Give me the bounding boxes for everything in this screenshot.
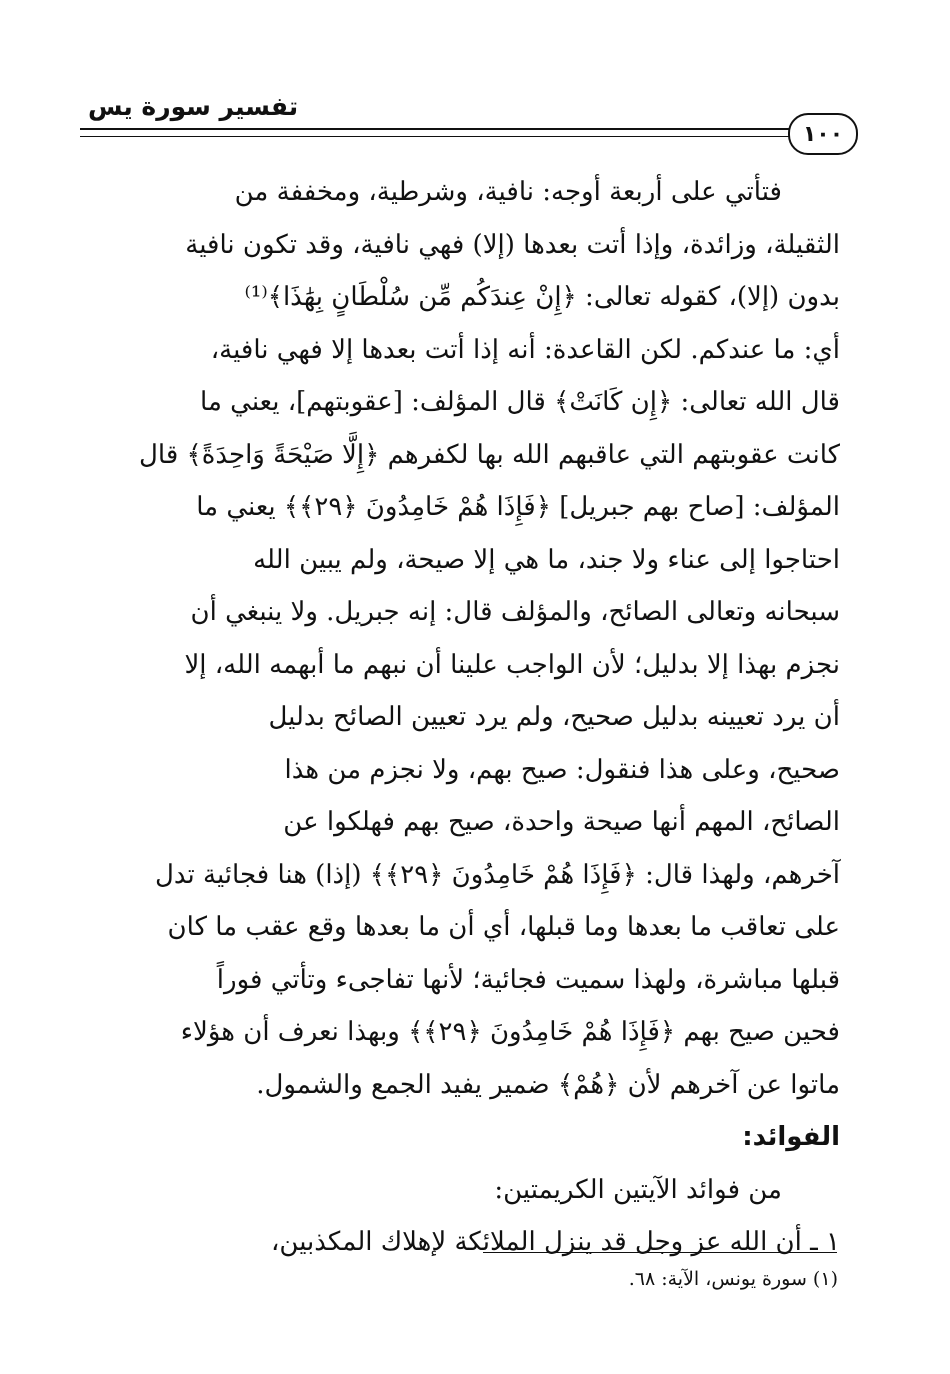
running-header-title: تفسير سورة يس [88,92,299,121]
body-paragraph-line: احتاجوا إلى عناء ولا جند، ما هي إلا صيحة، ولم يبين الله [253,544,840,575]
body-paragraph-line: الثقيلة، وزائدة، وإذا أتت بعدها (إلا) فهي نافية، وقد تكون نافية [185,229,840,260]
body-paragraph-line: نجزم بهذا إلا بدليل؛ لأن الواجب علينا أن نبهم ما أبهمه الله، إلا [184,649,840,680]
body-paragraph-line: المؤلف: [صاح بهم جبريل] ﴿فَإِذَا هُمْ خَامِدُونَ ﴿٢٩﴾﴾ يعني ما [196,492,840,522]
body-paragraph-line: كانت عقوبتهم التي عاقبهم الله بها لكفرهم ﴿إِلَّا صَيْحَةً وَاحِدَةً﴾ قال [139,439,840,470]
header-rule-thin [80,136,795,137]
body-paragraph-line: أن يرد تعيينه بدليل صحيح، ولم يرد تعيين الصائح بدليل [268,702,840,732]
body-paragraph-line: قبلها مباشرة، ولهذا سميت فجائية؛ لأنها تفاجىء وتأتي فوراً [216,964,840,995]
body-paragraph-line: ماتوا عن آخرهم لأن ﴿هُمْ﴾ ضمير يفيد الجمع والشمول. [256,1069,840,1100]
benefits-heading: الفوائد: [742,1122,840,1152]
body-paragraph-line: قال الله تعالى: ﴿إِن كَانَتْ﴾ قال المؤلف: [عقوبتهم]، يعني ما [200,387,840,417]
body-text [90,166,840,1269]
header-rule-thick [80,128,795,130]
body-paragraph-line: أي: ما عندكم. لكن القاعدة: أنه إذا أتت بعدها إلا فهي نافية، [210,334,840,365]
body-paragraph-line: على تعاقب ما بعدها وما قبلها، أي أن ما بعدها وقع عقب ما كان [167,912,840,942]
body-paragraph-line: الصائح، المهم أنها صيحة واحدة، صيح بهم فهلكوا عن [283,807,840,837]
body-paragraph-line: فتأتي على أربعة أوجه: نافية، وشرطية، ومخففة من [234,177,782,207]
benefits-intro: من فوائد الآيتين الكريمتين: [494,1174,782,1205]
body-paragraph-line: آخرهم، ولهذا قال: ﴿فَإِذَا هُمْ خَامِدُونَ ﴿٢٩﴾﴾ (إذا) هنا فجائية تدل [154,859,840,890]
body-paragraph-line: صحيح، وعلى هذا فنقول: صيح بهم، ولا نجزم من هذا [284,754,840,785]
body-paragraph-line: سبحانه وتعالى الصائح، والمؤلف قال: إنه جبريل. ولا ينبغي أن [190,597,840,627]
body-paragraph-line: بدون (إلا)، كقوله تعالى: ﴿إِنْ عِندَكُم مِّن سُلْطَانٍ بِهَٰذَا﴾⁽¹⁾ [244,282,840,312]
page-number-badge: ١٠٠ [788,113,858,155]
benefit-item-1: ١ ـ أن الله عز وجل قد ينزل الملائكة لإهلاك المكذبين، [271,1227,840,1257]
body-paragraph-line: فحين صيح بهم ﴿فَإِذَا هُمْ خَامِدُونَ ﴿٢٩﴾﴾ وبهذا نعرف أن هؤلاء [180,1017,840,1047]
footnote: (١) سورة يونس، الآية: ٦٨. [628,1268,838,1290]
footnote-separator [483,1252,837,1253]
